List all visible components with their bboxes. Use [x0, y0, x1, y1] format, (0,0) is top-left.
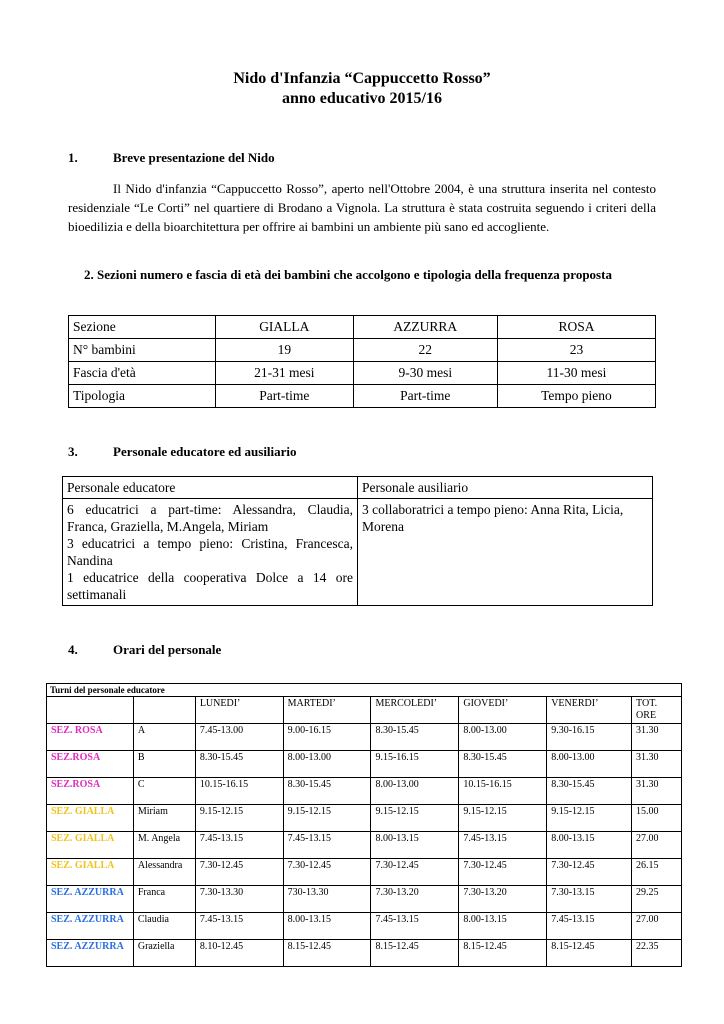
total-hours-cell: 29.25 [632, 886, 682, 913]
table-row [47, 859, 682, 886]
educators-line: 3 educatrici a tempo pieno: Cristina, Francesca, Nandina [67, 536, 353, 568]
shift-cell: 7.45-13.15 [371, 913, 459, 940]
educator-name: Alessandra [133, 859, 195, 886]
section3-title: Personale educatore ed ausiliario [113, 444, 297, 459]
staff-auxiliary-cell: 3 collaboratrici a tempo pieno: Anna Rita, Licia, Morena [358, 499, 653, 606]
educators-line: 6 educatrici a part-time: Alessandra, Claudia, Franca, Graziella, M.Angela, Miriam [67, 502, 353, 534]
table-row [47, 940, 682, 967]
total-hours-cell: 22.35 [632, 940, 682, 967]
shift-cell: 9.15-12.15 [459, 805, 547, 832]
column-header: TOT. ORE [632, 697, 682, 724]
sections-table-row [69, 362, 656, 385]
shift-cell: 7.45-13.15 [459, 832, 547, 859]
section1-number: 1. [68, 150, 78, 165]
shift-cell: 7.30-12.45 [283, 859, 371, 886]
shift-cell: 9.15-12.15 [547, 805, 632, 832]
table-cell: 22 [353, 339, 497, 362]
section-label: SEZ.ROSA [47, 751, 134, 778]
shift-cell: 7.45-13.15 [195, 832, 283, 859]
staff-table [62, 476, 653, 606]
sections-table-row [69, 385, 656, 408]
shift-cell: 8.15-12.45 [283, 940, 371, 967]
section1-title: Breve presentazione del Nido [113, 150, 275, 165]
table-cell: GIALLA [216, 316, 354, 339]
table-row [47, 805, 682, 832]
section1-paragraph: Il Nido d'infanzia “Cappuccetto Rosso”, aperto nell'Ottobre 2004, è una struttura inserita nel contesto residenziale “Le Corti” nel quartiere di Brodano a Vignola. La struttura è stata costruita seguendo i criteri della bioedilizia e della bioarchitettura per offrire ai bambini un ambiente più sano ed accogliente. [68, 181, 656, 234]
shift-cell: 7.45-13.15 [283, 832, 371, 859]
table-row [47, 886, 682, 913]
educator-name: Miriam [133, 805, 195, 832]
sections-table [68, 315, 656, 408]
staff-educators-header: Personale educatore [63, 477, 358, 499]
educators-line: 1 educatrice della cooperativa Dolce a 14 ore settimanali [67, 570, 353, 602]
column-header: VENERDI’ [547, 697, 632, 724]
column-header: LUNEDI’ [195, 697, 283, 724]
total-hours-cell: 15.00 [632, 805, 682, 832]
shift-cell: 9.15-12.15 [283, 805, 371, 832]
shift-cell: 7.30-13.30 [195, 886, 283, 913]
table-cell: 11-30 mesi [497, 362, 655, 385]
shift-cell: 8.30-15.45 [283, 778, 371, 805]
section-label: SEZ.ROSA [47, 778, 134, 805]
shift-cell: 7.30-12.45 [195, 859, 283, 886]
shift-cell: 730-13.30 [283, 886, 371, 913]
shift-cell: 8.00-13.00 [459, 724, 547, 751]
section-label: SEZ. GIALLA [47, 859, 134, 886]
section2-heading: 2. Sezioni numero e fascia di età dei bambini che accolgono e tipologia della frequenza proposta [84, 267, 612, 282]
document-title-line2: anno educativo 2015/16 [281, 90, 442, 107]
educator-name: M. Angela [133, 832, 195, 859]
educator-name: Claudia [133, 913, 195, 940]
table-cell: Part-time [216, 385, 354, 408]
shift-cell: 7.45-13.15 [195, 913, 283, 940]
section4-heading [68, 642, 221, 658]
shift-cell: 10.15-16.15 [195, 778, 283, 805]
shift-cell: 8.00-13.00 [547, 751, 632, 778]
total-hours-cell: 31.30 [632, 778, 682, 805]
column-header: MERCOLEDI’ [371, 697, 459, 724]
shift-cell: 10.15-16.15 [459, 778, 547, 805]
sections-table-row [69, 316, 656, 339]
shift-cell: 8.00-13.15 [283, 913, 371, 940]
shift-cell: 8.30-15.45 [371, 724, 459, 751]
section3-number: 3. [68, 444, 78, 459]
staff-auxiliary-header: Personale ausiliario [358, 477, 653, 499]
section4-title: Orari del personale [113, 642, 222, 657]
section3-heading [68, 444, 297, 460]
shift-cell: 8.00-13.00 [371, 778, 459, 805]
row-label: Tipologia [69, 385, 216, 408]
shift-cell: 8.30-15.45 [195, 751, 283, 778]
educator-name: B [133, 751, 195, 778]
educator-name: C [133, 778, 195, 805]
shift-cell: 8.10-12.45 [195, 940, 283, 967]
educator-name: Graziella [133, 940, 195, 967]
document-title-line1: Nido d'Infanzia “Cappuccetto Rosso” [233, 70, 491, 87]
row-label: Sezione [69, 316, 216, 339]
table-row [47, 778, 682, 805]
shift-cell: 8.15-12.45 [459, 940, 547, 967]
shift-cell: 8.15-12.45 [371, 940, 459, 967]
shift-cell: 7.45-13.00 [195, 724, 283, 751]
shift-cell: 8.00-13.15 [371, 832, 459, 859]
section-label: SEZ. GIALLA [47, 832, 134, 859]
total-hours-cell: 31.30 [632, 724, 682, 751]
shift-cell: 8.30-15.45 [547, 778, 632, 805]
table-cell: 23 [497, 339, 655, 362]
sections-table-row [69, 339, 656, 362]
column-header [47, 697, 134, 724]
section1-heading [68, 150, 275, 166]
shift-cell: 7.30-12.45 [459, 859, 547, 886]
table-cell: Part-time [353, 385, 497, 408]
shifts-table-caption: Turni del personale educatore [47, 684, 682, 697]
shift-cell: 8.30-15.45 [459, 751, 547, 778]
table-cell: Tempo pieno [497, 385, 655, 408]
shift-cell: 9.30-16.15 [547, 724, 632, 751]
table-row [47, 724, 682, 751]
shift-cell: 8.00-13.15 [459, 913, 547, 940]
table-cell: ROSA [497, 316, 655, 339]
shift-cell: 7.30-12.45 [547, 859, 632, 886]
section-label: SEZ. AZZURRA [47, 913, 134, 940]
table-row [47, 832, 682, 859]
shift-cell: 8.15-12.45 [547, 940, 632, 967]
table-cell: AZZURRA [353, 316, 497, 339]
educator-name: Franca [133, 886, 195, 913]
table-row [47, 913, 682, 940]
column-header [133, 697, 195, 724]
table-cell: 19 [216, 339, 354, 362]
column-header: GIOVEDI’ [459, 697, 547, 724]
section-label: SEZ. AZZURRA [47, 886, 134, 913]
total-hours-cell: 27.00 [632, 913, 682, 940]
table-cell: 9-30 mesi [353, 362, 497, 385]
total-hours-cell: 31.30 [632, 751, 682, 778]
section-label: SEZ. ROSA [47, 724, 134, 751]
shifts-table [46, 683, 682, 967]
column-header: MARTEDI’ [283, 697, 371, 724]
section-label: SEZ. AZZURRA [47, 940, 134, 967]
educator-name: A [133, 724, 195, 751]
shift-cell: 7.30-13.20 [459, 886, 547, 913]
row-label: Fascia d'età [69, 362, 216, 385]
shift-cell: 9.15-12.15 [195, 805, 283, 832]
staff-educators-cell [63, 499, 358, 606]
shifts-table-header-row [47, 697, 682, 724]
section-label: SEZ. GIALLA [47, 805, 134, 832]
shift-cell: 9.00-16.15 [283, 724, 371, 751]
shift-cell: 7.30-13.15 [547, 886, 632, 913]
shift-cell: 7.45-13.15 [547, 913, 632, 940]
row-label: N° bambini [69, 339, 216, 362]
total-hours-cell: 26.15 [632, 859, 682, 886]
shift-cell: 7.30-12.45 [371, 859, 459, 886]
table-row [47, 751, 682, 778]
section4-number: 4. [68, 642, 78, 657]
table-cell: 21-31 mesi [216, 362, 354, 385]
shift-cell: 8.00-13.00 [283, 751, 371, 778]
shift-cell: 9.15-16.15 [371, 751, 459, 778]
total-hours-cell: 27.00 [632, 832, 682, 859]
shift-cell: 9.15-12.15 [371, 805, 459, 832]
shift-cell: 7.30-13.20 [371, 886, 459, 913]
shift-cell: 8.00-13.15 [547, 832, 632, 859]
